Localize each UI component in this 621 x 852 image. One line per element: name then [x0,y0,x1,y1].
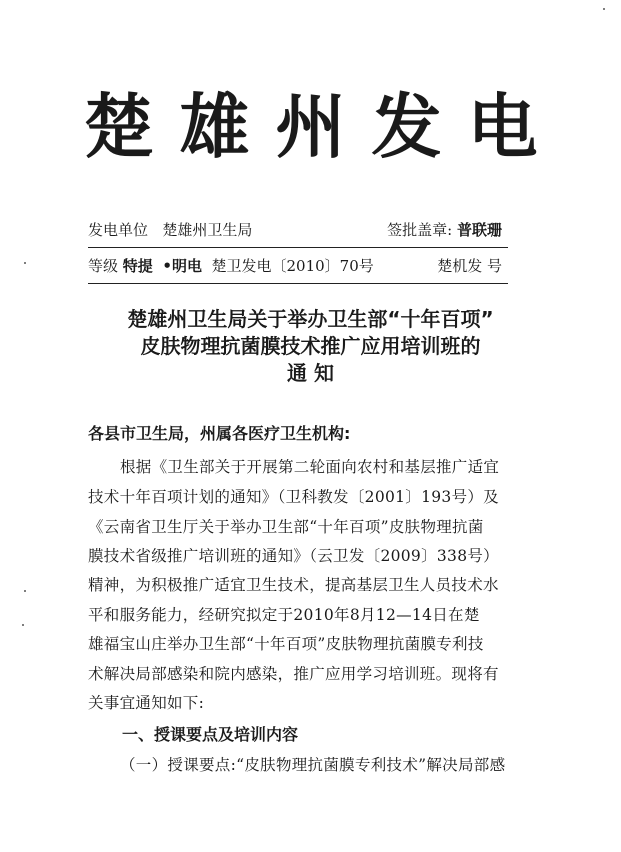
masthead-title: 楚雄州发电 [83,86,564,168]
salutation: 各县市卫生局，州属各医疗卫生机构: [88,424,351,443]
header-rule-bottom [88,283,508,284]
code-type: •明电 [162,257,202,275]
scan-speck [603,8,605,10]
sender-row [88,214,508,246]
machine-number: 楚机发 号 [437,257,502,275]
title-line-3: 通 知 [287,361,334,385]
grade-value: 特提 [122,257,153,275]
body-line: 《云南省卫生厅关于举办卫生部“十年百项”皮肤物理抗菌 [88,518,484,536]
body-line: 平和服务能力，经研究拟定于2010年8月12—14日在楚 [88,606,480,624]
body-line: 根据《卫生部关于开展第二轮面向农村和基层推广适宜 [120,458,500,476]
grade-row [88,250,508,282]
body-line: 技术十年百项计划的通知》（卫科教发〔2001〕193号）及 [88,488,499,506]
body-line: 膜技术省级推广培训班的通知》（云卫发〔2009〕338号） [88,547,499,565]
signer-group [387,214,502,246]
doc-number: 楚卫发电〔2010〕70号 [211,257,374,275]
sender-label: 发电单位 [88,221,149,239]
title-line-2: 皮肤物理抗菌膜技术推广应用培训班的 [140,334,481,358]
sender-name: 楚雄州卫生局 [162,221,253,239]
scan-speck [24,590,26,592]
body-line: 雄福宝山庄举办卫生部“十年百项”皮肤物理抗菌膜专利技 [88,635,484,653]
scan-speck [24,262,26,264]
body-line: 关事宜通知如下: [88,694,205,712]
signer-name: 普联珊 [456,221,502,239]
grade-label: 等级 [88,257,119,275]
scan-speck [22,624,24,626]
section-heading: 一、授课要点及培训内容 [122,725,299,744]
body-line: 术解决局部感染和院内感染，推广应用学习培训班。现将有 [88,665,499,683]
title-line-1: 楚雄州卫生局关于举办卫生部“十年百项” [127,307,494,331]
subsection-line: （一）授课要点:“皮肤物理抗菌膜专利技术”解决局部感 [120,756,506,774]
header-rule-top [88,247,508,248]
body-line: 精神，为积极推广适宜卫生技术，提高基层卫生人员技术水 [88,576,499,594]
signer-label: 签批盖章: [387,221,453,239]
